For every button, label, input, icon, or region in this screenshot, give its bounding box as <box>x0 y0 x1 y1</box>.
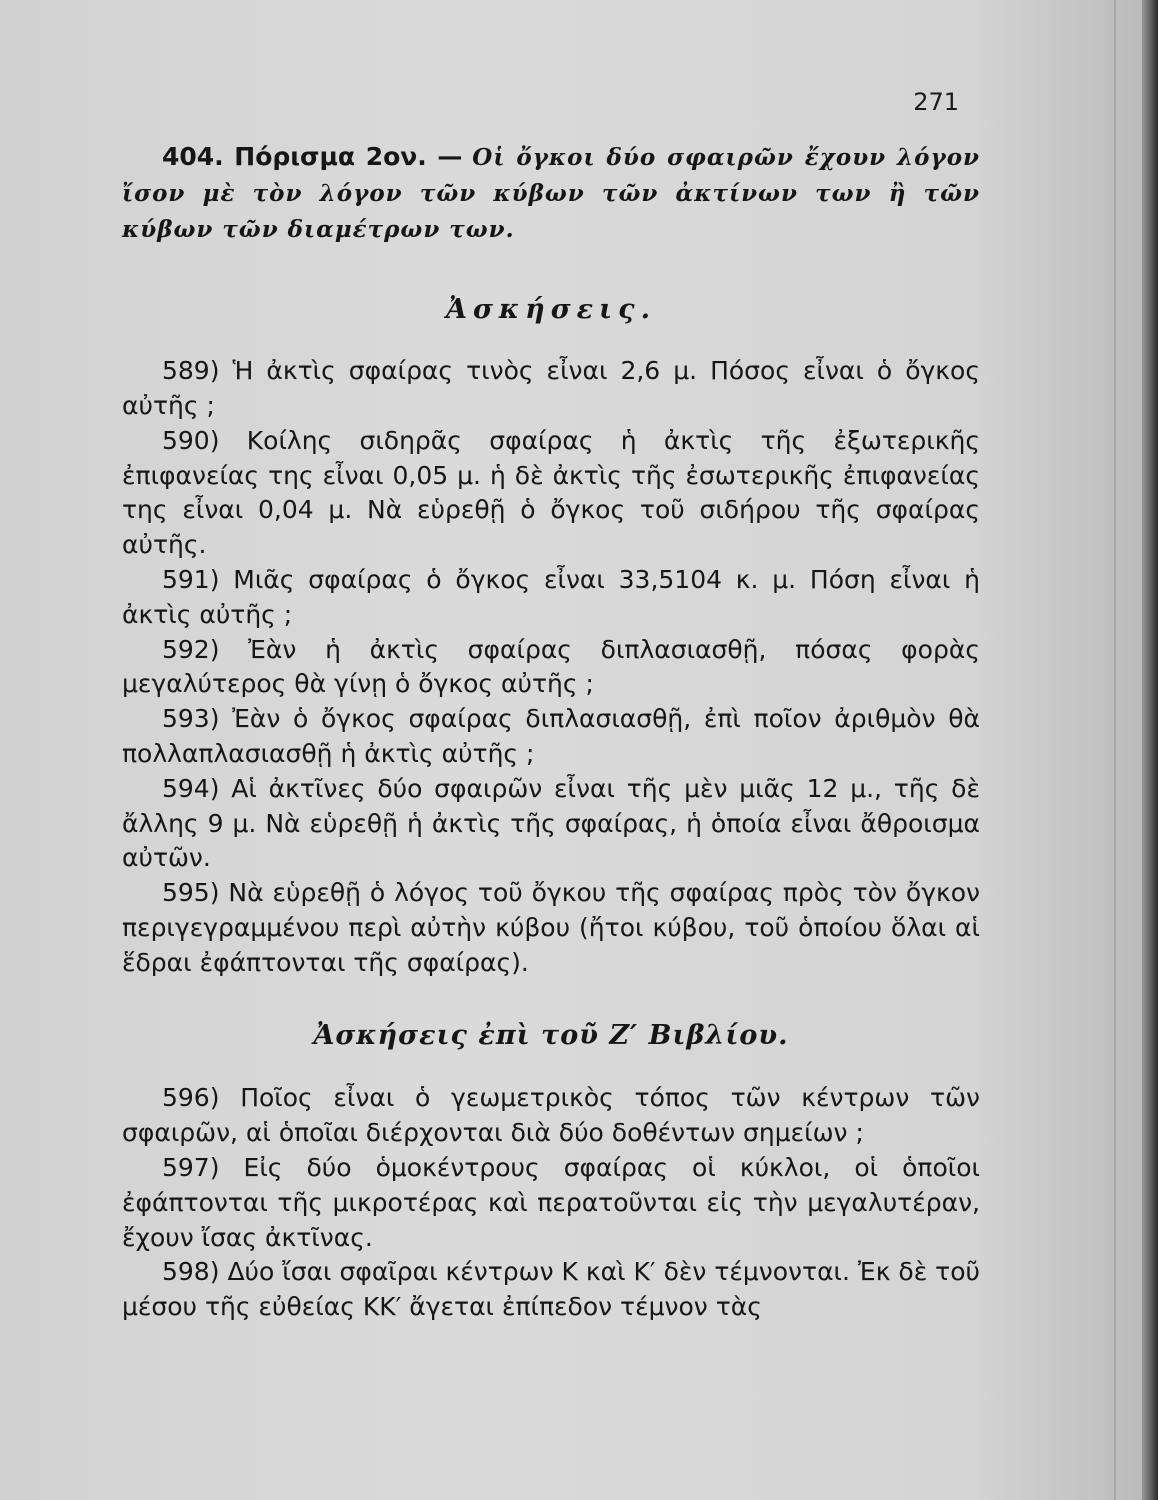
corollary-statement: Οἱ ὄγκοι δύο σφαιρῶν ἔχουν λόγον ἴσον μὲ τὸν λόγον τῶν κύβων τῶν ἀκτίνων των ἢ τῶν κύβων τῶν διαμέτρων των. <box>122 144 980 243</box>
corollary-404 <box>122 140 980 247</box>
exercise-590: 590) Κοίλης σιδηρᾶς σφαίρας ἡ ἀκτὶς τῆς ἐξωτερικῆς ἐπιφανείας της εἶναι 0,05 μ. ἡ δὲ ἀκτὶς τῆς ἐσωτερικῆς ἐπιφανείας της εἶναι 0,04 μ. Νὰ εὑρεθῇ ὁ ὄγκος τοῦ σιδήρου τῆς σφαίρας αὐτῆς. <box>122 425 980 560</box>
page-shadow-edge <box>1142 0 1158 1500</box>
exercise-597: 597) Εἰς δύο ὁμοκέντρους σφαίρας οἱ κύκλοι, οἱ ὁποῖοι ἐφάπτονται τῆς μικροτέρας καὶ περατοῦνται εἰς τὴν μεγαλυτέραν, ἔχουν ἴσας ἀκτῖνας. <box>122 1152 980 1252</box>
exercise-596: 596) Ποῖος εἶναι ὁ γεωμετρικὸς τόπος τῶν κέντρων τῶν σφαιρῶν, αἱ ὁποῖαι διέρχονται διὰ δύο δοθέντων σημείων ; <box>122 1083 980 1148</box>
exercise-598: 598) Δύο ἴσαι σφαῖραι κέντρων Κ καὶ Κ′ δὲν τέμνονται. Ἐκ δὲ τοῦ μέσου τῆς εὐθείας ΚΚ′ ἄγεται ἐπίπεδον τέμνον τὰς <box>122 1257 980 1322</box>
exercise-595: 595) Νὰ εὑρεθῇ ὁ λόγος τοῦ ὄγκου τῆς σφαίρας πρὸς τὸν ὄγκον περιγεγραμμένου περὶ αὐτὴν κύβου (ἤτοι κύβου, τοῦ ὁποίου ὅλαι αἱ ἕδραι ἐφάπτονται τῆς σφαίρας). <box>122 878 980 977</box>
exercises-heading: Ἀσκήσεις. <box>446 294 656 326</box>
corollary-heading: 404. Πόρισμα 2ον. — <box>162 142 463 171</box>
exercise-591: 591) Μιᾶς σφαίρας ὁ ὄγκος εἶναι 33,5104 κ. μ. Πόση εἶναι ἡ ἀκτὶς αὐτῆς ; <box>122 564 980 629</box>
exercise-592: 592) Ἐὰν ἡ ἀκτὶς σφαίρας διπλασιασθῇ, πόσας φορὰς μεγαλύτερος θὰ γίνῃ ὁ ὄγκος αὐτῆς ; <box>122 634 980 699</box>
book-z-exercises-heading: Ἀσκήσεις ἐπὶ τοῦ Ζ′ Βιβλίου. <box>313 1019 789 1051</box>
page-number: 271 <box>913 88 959 116</box>
page-edge-line <box>1114 0 1116 1500</box>
exercise-594: 594) Αἱ ἀκτῖνες δύο σφαιρῶν εἶναι τῆς μὲν μιᾶς 12 μ., τῆς δὲ ἄλλης 9 μ. Νὰ εὑρεθῇ ἡ ἀκτὶς τῆς σφαίρας, ἡ ὁποία εἶναι ἄθροισμα αὐτῶν. <box>122 773 980 873</box>
page-content <box>122 140 980 1325</box>
exercise-589: 589) Ἡ ἀκτὶς σφαίρας τινὸς εἶναι 2,6 μ. Πόσος εἶναι ὁ ὄγκος αὐτῆς ; <box>122 356 980 420</box>
exercise-593: 593) Ἐὰν ὁ ὄγκος σφαίρας διπλασιασθῇ, ἐπὶ ποῖον ἀριθμὸν θὰ πολλαπλασιασθῇ ἡ ἀκτὶς αὐτῆς ; <box>122 704 980 768</box>
